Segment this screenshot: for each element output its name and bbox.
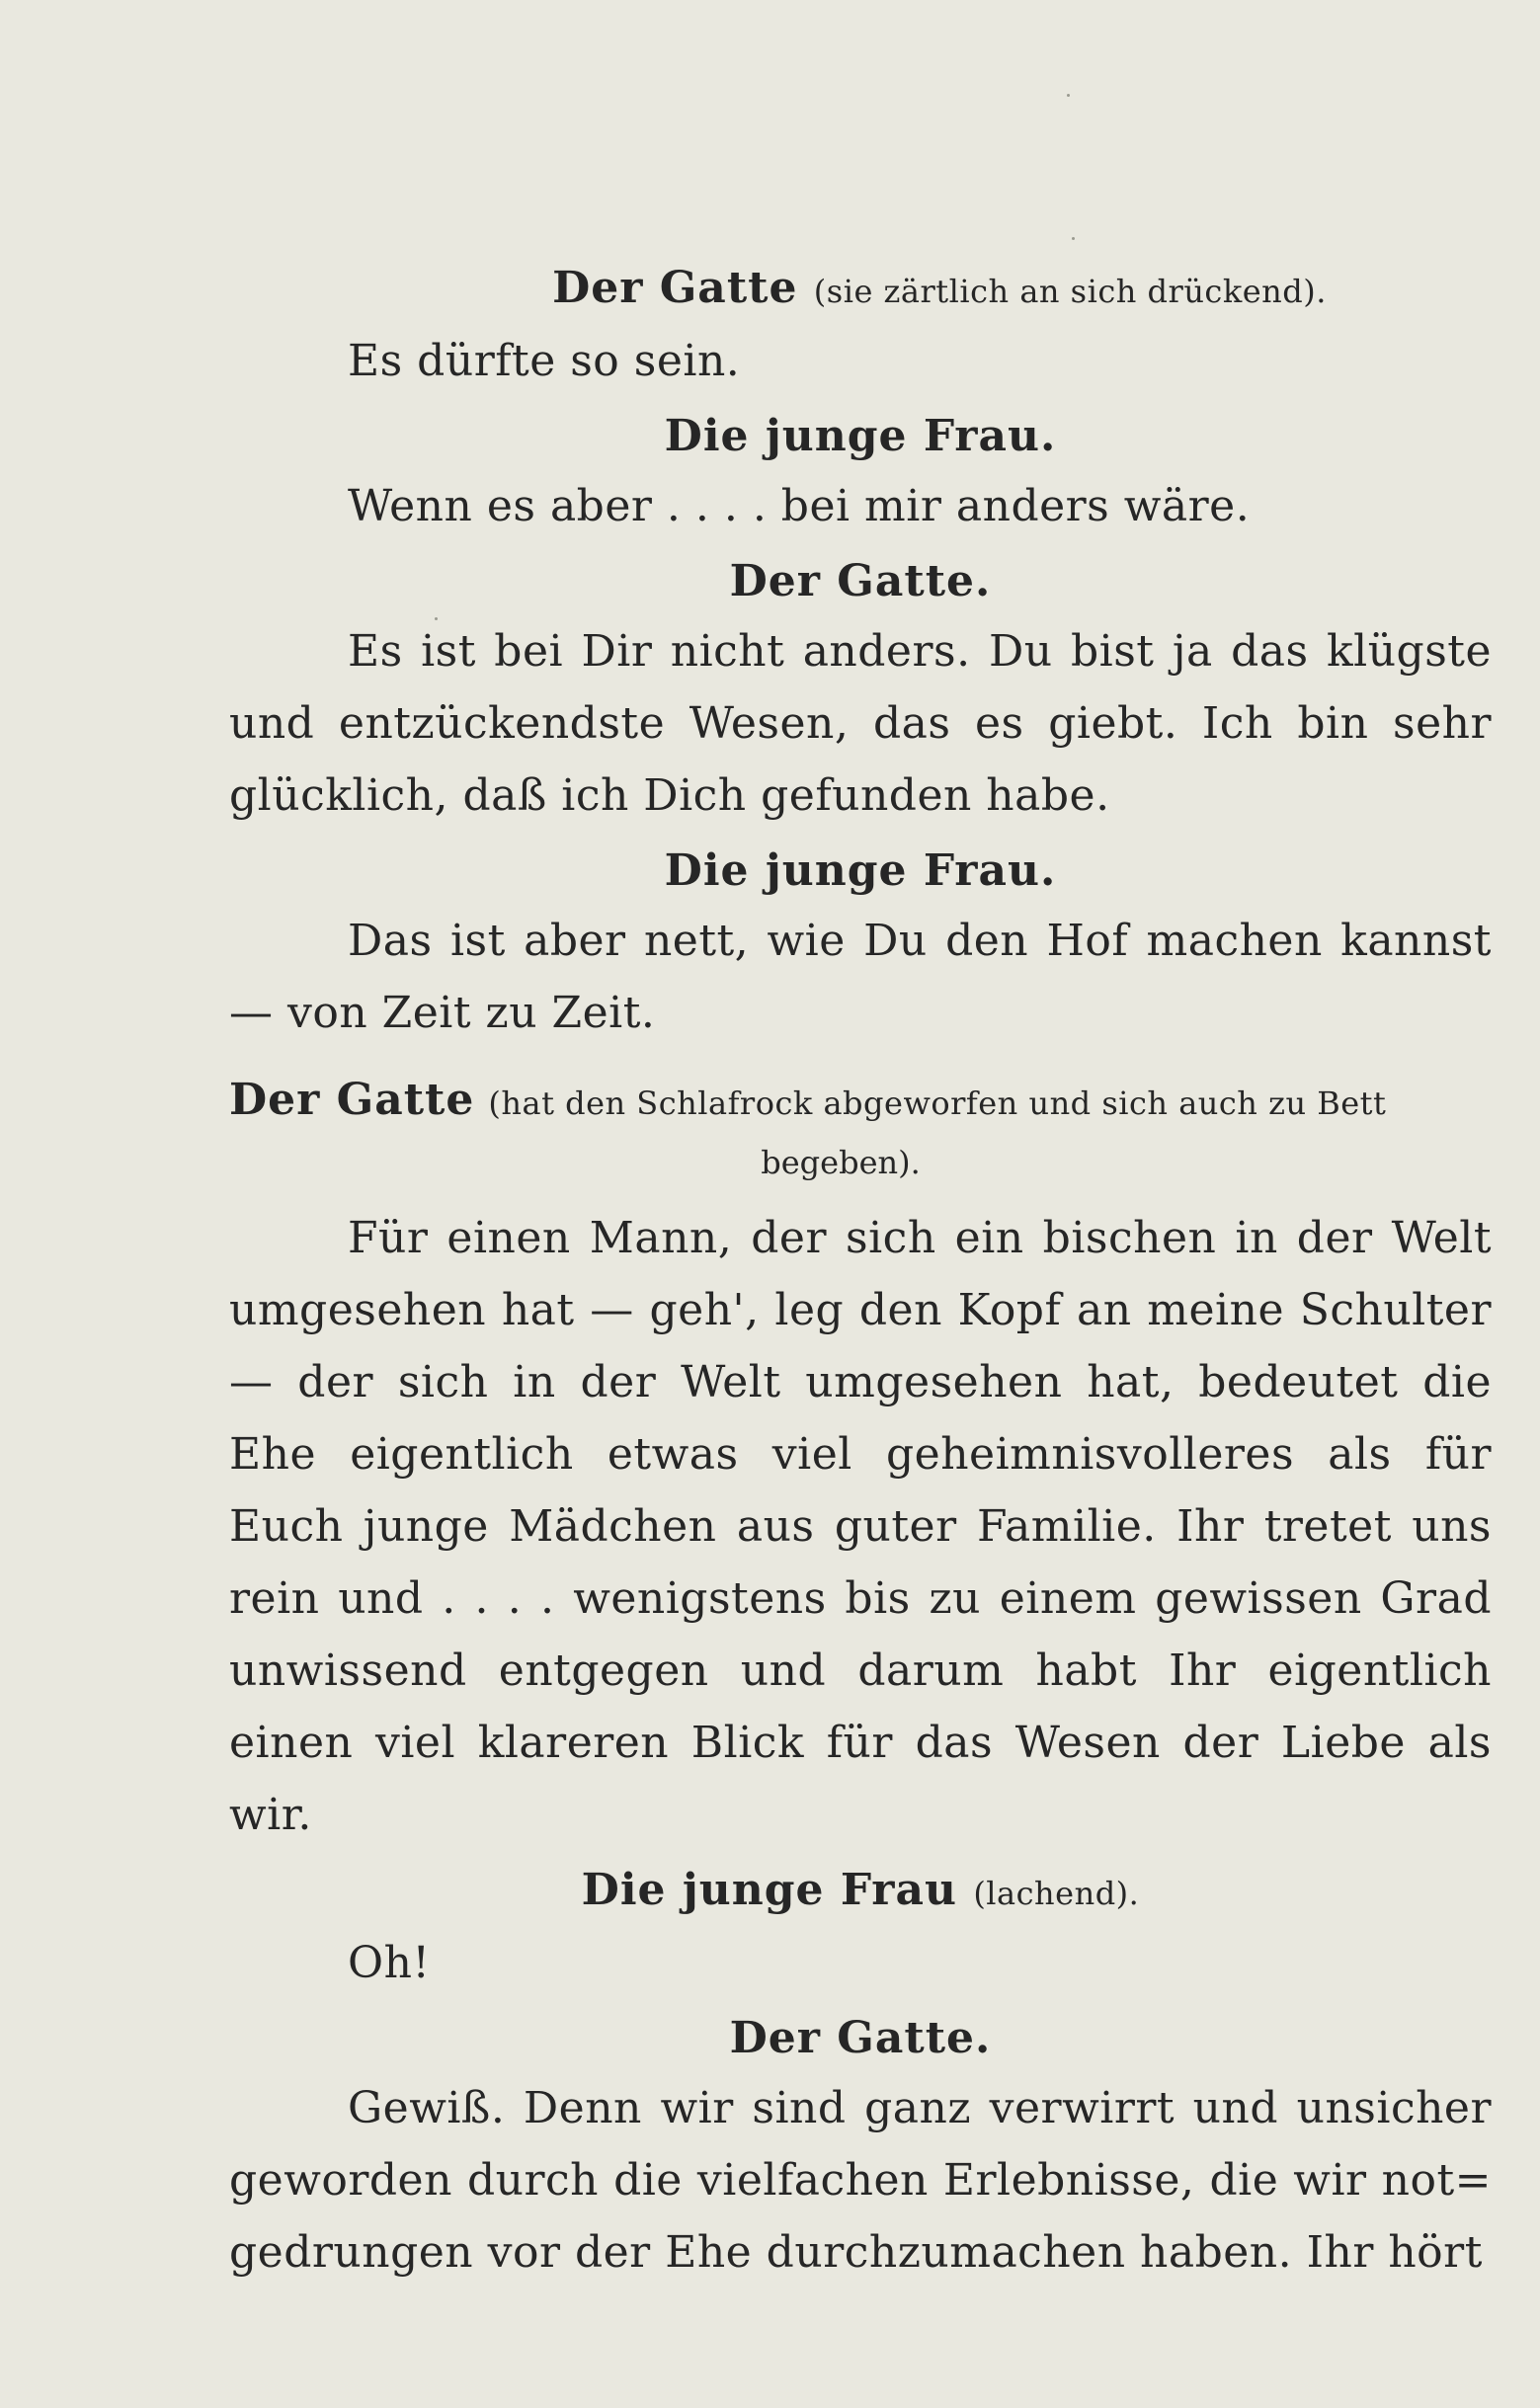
speaker-heading bbox=[229, 552, 1492, 611]
speaker-name: Die junge Frau. bbox=[664, 411, 1057, 461]
speech-paragraph: Das ist aber nett, wie Du den Hof machen kannst — von Zeit zu Zeit. bbox=[229, 916, 1492, 1038]
speaker-name: Die junge Frau bbox=[581, 1865, 957, 1915]
speaker-name: Die junge Frau. bbox=[664, 845, 1057, 896]
stage-direction: (sie zärtlich an sich drückend). bbox=[813, 273, 1327, 310]
speaker-name: Der Gatte. bbox=[729, 556, 992, 606]
speech-paragraph: Wenn es aber . . . . bei mir anders wäre. bbox=[348, 481, 1251, 531]
speech-paragraph: Gewiß. Denn wir sind ganz verwirrt und unsicher geworden durch die vielfachen Erlebnisse, die wir not= gedrungen vor der Ehe durchzumachen haben. Ihr hört bbox=[229, 2083, 1492, 2278]
speaker-heading bbox=[229, 1071, 1492, 1192]
page-speck bbox=[1067, 94, 1070, 97]
stage-direction: (hat den Schlafrock abgeworfen und sich auch zu Bett bbox=[488, 1084, 1387, 1122]
speaker-heading bbox=[229, 842, 1492, 901]
book-page-text bbox=[229, 259, 1492, 2288]
speaker-heading bbox=[229, 1861, 1492, 1923]
speaker-heading bbox=[229, 259, 1492, 321]
page-speck bbox=[1072, 237, 1075, 240]
speaker-name: Der Gatte bbox=[552, 263, 798, 313]
speaker-heading bbox=[229, 407, 1492, 466]
stage-direction: (lachend). bbox=[973, 1875, 1140, 1912]
speech-paragraph: Für einen Mann, der sich ein bischen in der Welt umgesehen hat — geh', leg den Kopf an meine Schulter — der sich in der Welt umgesehen hat, bedeutet die Ehe eigentlich etwas viel geheimnisvolleres als für Euch junge Mädchen aus guter Familie. Ihr tretet uns rein und . . . . wenigstens bis zu einem gewissen Grad unwissend entgegen und darum habt Ihr eigentlich einen viel klareren Blick für das Wesen der Liebe als wir. bbox=[229, 1213, 1492, 1840]
speech-paragraph: Es dürfte so sein. bbox=[348, 336, 741, 386]
speech-paragraph: Es ist bei Dir nicht anders. Du bist ja das klügste und entzückendste Wesen, das es giebt. Ich bin sehr glücklich, daß ich Dich gefunden habe. bbox=[229, 626, 1492, 821]
stage-direction-continued: begeben). bbox=[761, 1144, 921, 1181]
speaker-heading bbox=[229, 2009, 1492, 2068]
speaker-name: Der Gatte bbox=[229, 1075, 475, 1125]
speaker-name: Der Gatte. bbox=[729, 2013, 992, 2063]
speech-paragraph: Oh! bbox=[348, 1938, 431, 1988]
